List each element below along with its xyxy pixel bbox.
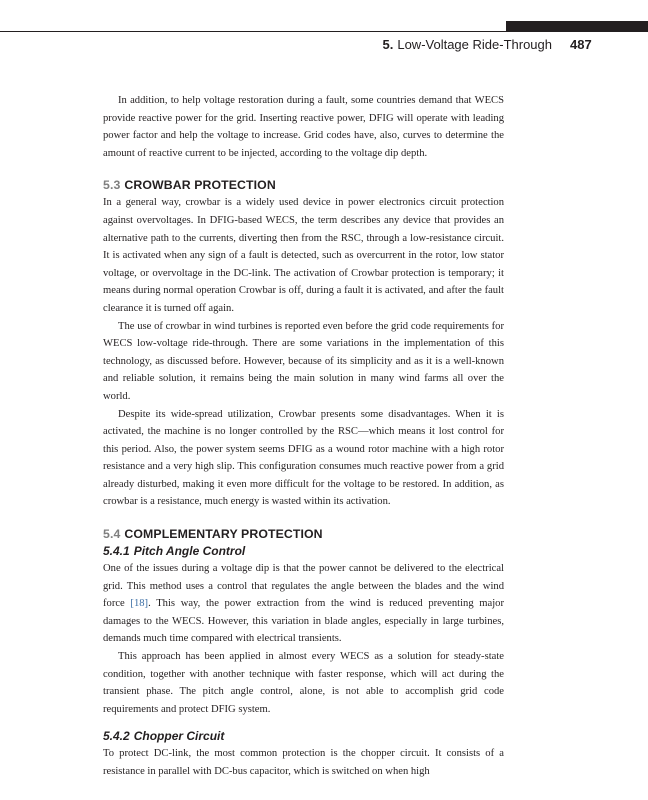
section-title: COMPLEMENTARY PROTECTION — [124, 527, 323, 542]
section-heading-5-3 — [103, 176, 504, 194]
header-rule-accent — [506, 21, 648, 32]
subsection-number: 5.4.1 — [103, 544, 130, 559]
paragraph: In a general way, crowbar is a widely used device in power electronics circuit protection against overvoltages. In DFIG-based WECS, the term describes any device that provides an alternative path to the currents, diverting then from the RSC, through a low-resistance circuit. It is activated when any sign of a fault is detected, such as overcurrent in the rotor, low stator voltage, or overvoltage in the DC-link. The activation of Crowbar protection is temporary; it means during normal operation Crowbar is off, during a fault it is activated, and after the fault clearance it is turned off again. — [103, 197, 504, 314]
subsection-title: Chopper Circuit — [133, 729, 225, 744]
paragraph: The use of crowbar in wind turbines is reported even before the grid code requirements for WECS low-voltage ride-through. There are some variations in the implementation of this technology, as discussed before. However, because of its simplicity and as it is a well-known and reliable solution, it remains being the main solution in many wind farms all over the world. — [103, 320, 504, 402]
subsection-heading-5-4-1 — [103, 543, 504, 560]
page-body — [103, 92, 504, 781]
section-heading-5-4 — [103, 525, 504, 543]
chapter-title: Low-Voltage Ride-Through — [397, 37, 552, 52]
section-number: 5.3 — [103, 178, 121, 193]
chapter-number: 5. — [382, 37, 394, 52]
section-title: CROWBAR PROTECTION — [124, 178, 276, 193]
subsection-number: 5.4.2 — [103, 729, 130, 744]
subsection-heading-5-4-2 — [103, 728, 504, 745]
paragraph: Despite its wide-spread utilization, Crowbar presents some disadvantages. When it is activated, the machine is no longer controlled by the RSC—which means it lost control for this period. Also, the power system seems DFIG as a wound rotor machine with a high rotor resistance and a very high slip. This configuration consumes much reactive power from a grid already disturbed, making it even more difficult for the voltage to be restored. In addition, as crowbar is a resistance, much energy is wasted within its activation. — [103, 408, 504, 508]
intro-paragraph: In addition, to help voltage restoration during a fault, some countries demand that WECS provide reactive power for the grid. Inserting reactive power, DFIG will operate with leading power factor and help the voltage to increase. Grid codes have, also, curves to determine the amount of reactive current to be injected, according to the voltage dip depth. — [103, 95, 504, 159]
subsection-title: Pitch Angle Control — [133, 544, 246, 559]
running-header — [382, 37, 592, 52]
paragraph: This approach has been applied in almost every WECS as a solution for steady-state condition, together with another technique with faster response, which will act during the transient phase. The pitch angle control, alone, is not able to accomplish grid code requirements and protect DFIG system. — [103, 651, 504, 715]
page-number: 487 — [570, 37, 592, 52]
section-number: 5.4 — [103, 527, 121, 542]
citation-link[interactable]: [18] — [130, 598, 149, 610]
paragraph: One of the issues during a voltage dip is that the power cannot be delivered to the electrical grid. This method uses a control that regulates the angle between the blades and the wind force [18]. This way, the power extraction from the wind is reduced preventing major damages to the WECS. However, this variation in blade angles, especially in large turbines, demands much time compared with electrical transients. — [103, 563, 504, 645]
paragraph: To protect DC-link, the most common protection is the chopper circuit. It consists of a resistance in parallel with DC-bus capacitor, which is switched on when high — [103, 748, 504, 777]
